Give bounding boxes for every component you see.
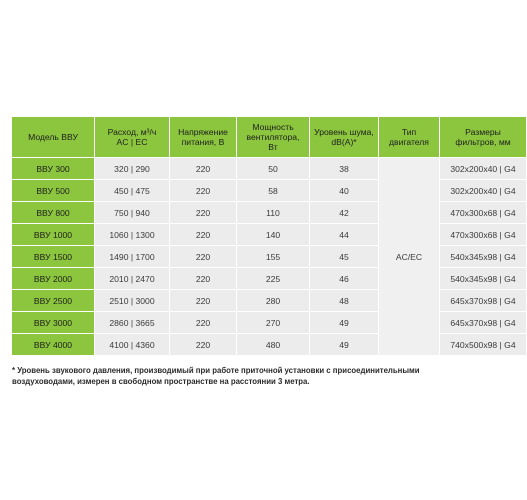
table-row [12,158,526,179]
cell-power: 140 [237,224,309,245]
cell-model: ВВУ 3000 [12,312,94,333]
footnote-line-2: воздуховодами, измерен в свободном пространстве на расстоянии 3 метра. [12,377,310,386]
cell-model: ВВУ 300 [12,158,94,179]
table-row [12,312,526,333]
cell-model: ВВУ 2000 [12,268,94,289]
table-body [12,158,526,355]
cell-filter: 540x345x98 | G4 [440,268,526,289]
header-voltage [170,117,236,157]
cell-power: 155 [237,246,309,267]
cell-power: 270 [237,312,309,333]
header-noise-label: Уровень шума, dB(A)* [314,127,374,147]
cell-filter: 470x300x68 | G4 [440,202,526,223]
cell-filter: 645x370x98 | G4 [440,290,526,311]
cell-filter: 540x345x98 | G4 [440,246,526,267]
cell-filter: 302x200x40 | G4 [440,180,526,201]
cell-noise: 45 [310,246,378,267]
table-row [12,246,526,267]
cell-motor-type: AC/EC [379,158,439,355]
header-voltage-label: Напряжение питания, В [178,127,228,147]
header-model [12,117,94,157]
header-motor-type-label: Тип двигателя [389,127,429,147]
cell-model: ВВУ 2500 [12,290,94,311]
table-row [12,180,526,201]
cell-model: ВВУ 800 [12,202,94,223]
cell-model: ВВУ 1000 [12,224,94,245]
cell-model: ВВУ 500 [12,180,94,201]
cell-filter: 302x200x40 | G4 [440,158,526,179]
cell-filter: 470x300x68 | G4 [440,224,526,245]
cell-model: ВВУ 4000 [12,334,94,355]
header-model-label: Модель ВВУ [28,132,78,142]
header-filter-size [440,117,526,157]
cell-voltage: 220 [170,158,236,179]
specifications-table [11,116,527,356]
cell-power: 480 [237,334,309,355]
cell-voltage: 220 [170,224,236,245]
cell-voltage: 220 [170,202,236,223]
cell-voltage: 220 [170,246,236,267]
cell-voltage: 220 [170,290,236,311]
header-filter-size-label: Размеры фильтров, мм [455,127,511,147]
header-row [12,117,526,157]
cell-voltage: 220 [170,312,236,333]
header-flow [95,117,169,157]
table-row [12,202,526,223]
cell-flow: 2010 | 2470 [95,268,169,289]
header-power [237,117,309,157]
cell-power: 280 [237,290,309,311]
footnote-line-1: * Уровень звукового давления, производимый при работе приточной установки с присоединительными [12,366,420,375]
header-noise [310,117,378,157]
header-motor-type [379,117,439,157]
header-flow-label: Расход, м³/ч AC | EC [107,127,157,147]
cell-flow: 4100 | 4360 [95,334,169,355]
cell-flow: 1490 | 1700 [95,246,169,267]
cell-noise: 46 [310,268,378,289]
cell-power: 225 [237,268,309,289]
cell-voltage: 220 [170,180,236,201]
cell-noise: 38 [310,158,378,179]
cell-voltage: 220 [170,334,236,355]
cell-power: 110 [237,202,309,223]
cell-noise: 42 [310,202,378,223]
cell-flow: 450 | 475 [95,180,169,201]
cell-flow: 1060 | 1300 [95,224,169,245]
cell-noise: 49 [310,312,378,333]
noise-footnote [12,365,452,387]
cell-model: ВВУ 1500 [12,246,94,267]
table-row [12,224,526,245]
cell-flow: 320 | 290 [95,158,169,179]
cell-filter: 645x370x98 | G4 [440,312,526,333]
cell-flow: 750 | 940 [95,202,169,223]
cell-flow: 2510 | 3000 [95,290,169,311]
cell-filter: 740x500x98 | G4 [440,334,526,355]
cell-noise: 48 [310,290,378,311]
table-row [12,334,526,355]
cell-power: 50 [237,158,309,179]
cell-noise: 49 [310,334,378,355]
cell-noise: 44 [310,224,378,245]
header-power-label: Мощность вентилятора, Вт [246,122,300,152]
table-row [12,268,526,289]
cell-flow: 2860 | 3665 [95,312,169,333]
cell-noise: 40 [310,180,378,201]
table-row [12,290,526,311]
cell-power: 58 [237,180,309,201]
cell-voltage: 220 [170,268,236,289]
